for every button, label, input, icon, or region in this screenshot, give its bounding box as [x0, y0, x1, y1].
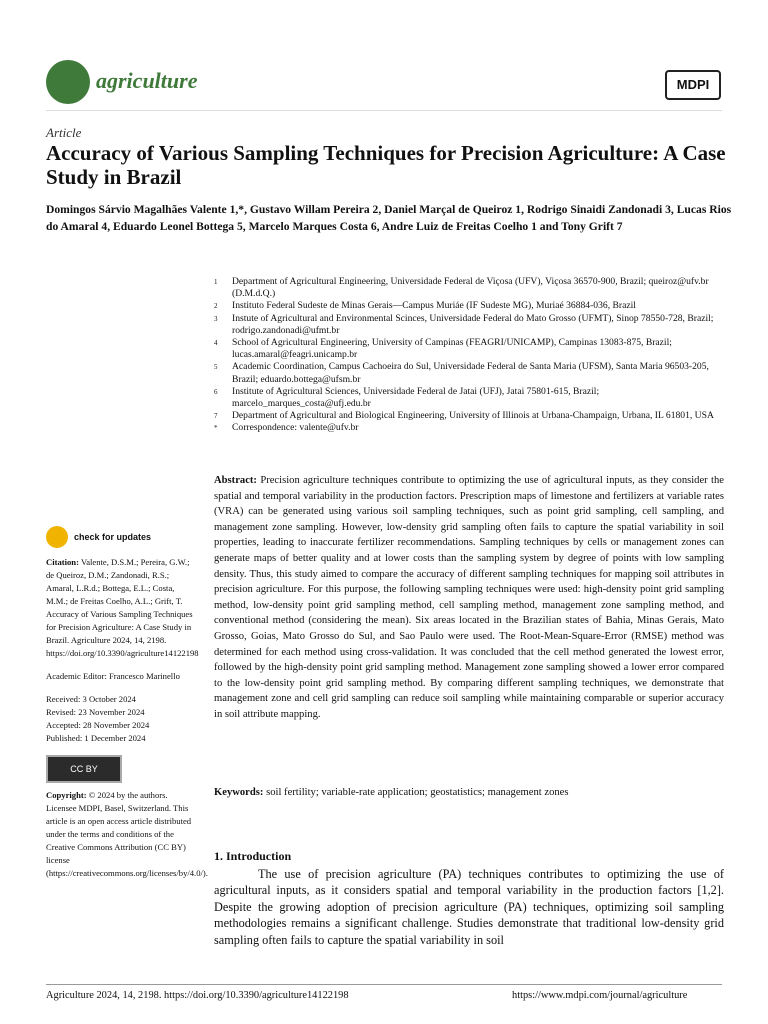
intro-paragraph: The use of precision agriculture (PA) techniques contributes to optimizing the use of agricultural inputs, as it considers spatial and temporal variability in the production factors [1,2]. Despite the growing adoption of precision agriculture (PA) techniques, optimizing soil sampling methodologies remains a significant challenge. Studies demonstrate that traditional low-density grid sampling often fails to capture the spatial variability in soil [214, 867, 724, 947]
affiliation: 7 Department of Agricultural and Biological Engineering, University of Illinois at Urbana-Champaign, Urbana, IL 61801, USA [214, 410, 714, 422]
revised-date: Revised: 23 November 2024 [46, 707, 145, 717]
sidebar [46, 526, 208, 880]
publisher-logo: MDPI [665, 70, 721, 100]
journal-name: agriculture [96, 68, 198, 93]
footer-url[interactable]: https://www.mdpi.com/journal/agriculture [512, 990, 688, 1001]
footer-divider [46, 984, 722, 985]
affiliation: 3 Instute of Agricultural and Environmental Scinces, Universidade Federal do Mato Grosso (UFMT), Sinop 78550-728, Brazil; rodrigo.zandonadi@ufmt.br [214, 312, 714, 336]
received-date: Received: 3 October 2024 [46, 694, 136, 704]
affiliations [214, 276, 724, 435]
citation: Citation: Valente, D.S.M.; Pereira, G.W.; de Queiroz, D.M.; Zandonadi, R.S.; Amaral, L.R.d.; Bottega, E.L.; Costa, M.M.; de Freitas Coelho, A.L.; Grift, T. Accuracy of Various Sampling Techniques for Precision Agriculture: A Case Study in Brazil. Agriculture 2024, 14, 2198. https://doi.org/10.3390/agriculture14122198 [46, 557, 199, 658]
accepted-date: Accepted: 28 November 2024 [46, 720, 150, 730]
affiliation: 5 Academic Coordination, Campus Cachoeira do Sul, Universidade Federal de Santa Maria (UFSM), Santa Maria 96503-205, Brazil; eduardo.bottega@ufsm.br [214, 361, 709, 385]
affiliation: 2 Instituto Federal Sudeste de Minas Gerais—Campus Muriáe (IF Sudeste MG), Muriaé 36884-036, Brazil [214, 300, 636, 312]
affiliation: 6 Institute of Agricultural Sciences, Universidade Federal de Jatai (UFJ), Jatai 75801-615, Brazil; marcelo_marques_costa@ufj.edu.br [214, 385, 600, 410]
footer-citation: Agriculture 2024, 14, 2198. https://doi.org/10.3390/agriculture14122198 [46, 990, 349, 1001]
article-type: Article [46, 125, 82, 140]
header-divider [46, 110, 722, 111]
journal-logo [46, 60, 90, 104]
affiliation: 4 School of Agricultural Engineering, University of Campinas (FEAGRI/UNICAMP), Campinas 13083-875, Brazil; lucas.amaral@feagri.unicamp.br [214, 337, 672, 361]
abstract: Abstract: Precision agriculture techniques contribute to optimizing the use of agricultural inputs, as they consider the spatial and temporal variability in the production factors. Prescription maps of limestone and fertilizers at variable rates (VRA) can be generated using various soil sampling techniques, such as point grid sampling, cell sampling, and management zone sampling. However, low-density grid sampling often fails to capture the spatial variability in soil properties, leading to inaccurate fertilizer recommendations. Sampling techniques by cells or management zones can generate maps of better quality and at lower costs than the sampling system by degree of points with low sampling density. Thus, this study aimed to compare the accuracy of different sampling techniques for mapping soil attributes in precision agriculture. For this purpose, the following sampling techniques were used: high-density point grid sampling method, low-density point grid sampling method, cell sampling method, management zone sampling method, and conventional method (considering the mean). Six areas located in the Brazilian states of Bahia, Minas Gerais, Mato Grosso, Goias, Mato Grosso do Sul, and Sao Paulo were used. The Root-Mean-Square-Error (RMSE) method was determined for each method using cross-validation. It was concluded that the cell method generated the lowest error, followed by the high-density point grid sampling method. Management zone sampling showed a lower error compared to the low-density point grid sampling method. By comparing different sampling techniques, we demonstrate that management zone and cell grid sampling can reduce soil sampling while maintaining comparable or superior accuracy in soil attribute mapping. [214, 475, 724, 720]
section-title: 1. Introduction [214, 849, 292, 863]
cc-license-icon[interactable]: CC BY [46, 755, 122, 783]
academic-editor: Academic Editor: Francesco Marinello [46, 671, 180, 681]
published-date: Published: 1 December 2024 [46, 733, 146, 743]
article-title: Accuracy of Various Sampling Techniques for Precision Agriculture: A Case Study in Brazil [46, 141, 726, 189]
affiliation: 1 Department of Agricultural Engineering, Universidade Federal de Viçosa (UFV), Viçosa 36570-900, Brazil; queiroz@ufv.br (D.M.d.Q.) [214, 276, 709, 300]
copyright: Copyright: © 2024 by the authors. Licensee MDPI, Basel, Switzerland. This article is an open access article distributed under the terms and conditions of the Creative Commons Attribution (CC BY) license (https://creativecommons.org/licenses/by/4.0/). [46, 790, 208, 878]
check-for-updates[interactable]: check for updates [46, 526, 198, 548]
check-updates-icon [46, 526, 68, 548]
keywords: Keywords: soil fertility; variable-rate application; geostatistics; management zones [214, 787, 569, 798]
author-list: Domingos Sárvio Magalhães Valente 1,*, Gustavo Willam Pereira 2, Daniel Marçal de Queiroz 1, Rodrigo Sinaidi Zandonadi 3, Lucas Rios do Amaral 4, Eduardo Leonel Bottega 5, Marcelo Marques Costa 6, Andre Luiz de Freitas Coelho 1 and Tony Grift 7 [46, 203, 732, 233]
correspondence: * Correspondence: valente@ufv.br [214, 422, 359, 434]
